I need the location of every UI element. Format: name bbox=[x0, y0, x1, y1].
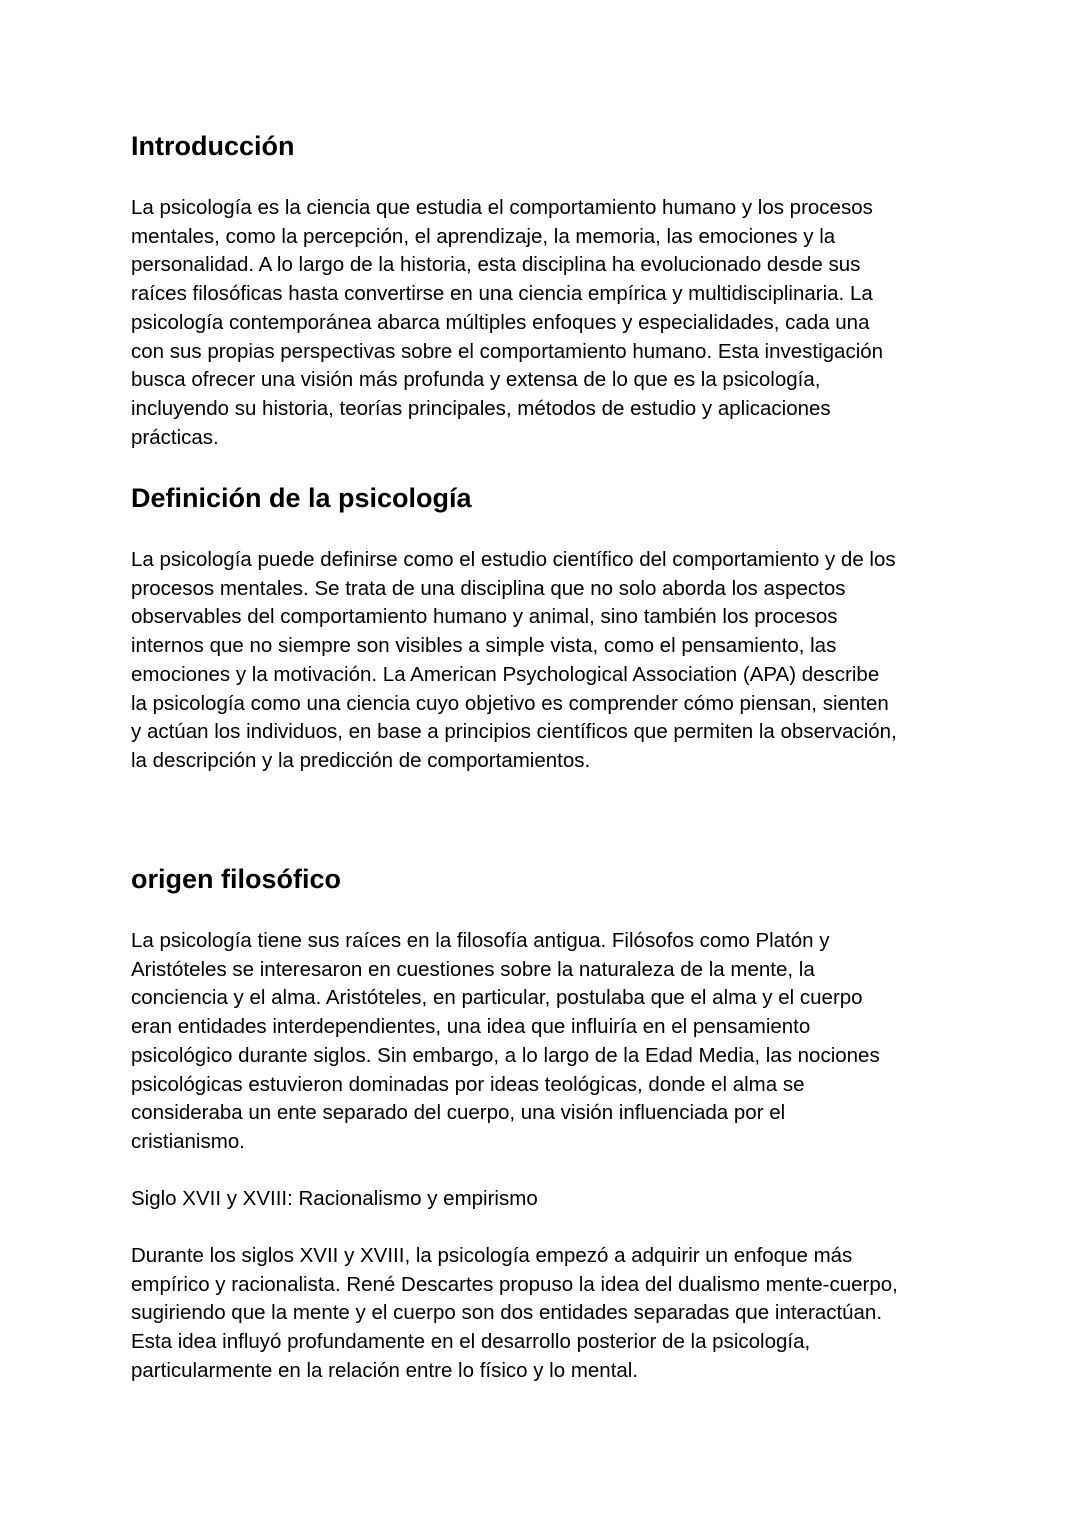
text-line: observables del comportamiento humano y animal, sino también los procesos bbox=[131, 605, 838, 629]
text-line: eran entidades interdependientes, una idea que influiría en el pensamiento bbox=[131, 1015, 811, 1039]
text-line: psicológicas estuvieron dominadas por ideas teológicas, donde el alma se bbox=[131, 1072, 805, 1096]
paragraph-racionalismo-empirismo bbox=[131, 1242, 961, 1386]
subheading-siglo-xvii-xviii bbox=[131, 1185, 961, 1214]
text-line: psicológico durante siglos. Sin embargo, a lo largo de la Edad Media, las nociones bbox=[131, 1043, 880, 1067]
text-line: procesos mentales. Se trata de una disciplina que no solo aborda los aspectos bbox=[131, 576, 846, 600]
heading-introduccion: Introducción bbox=[131, 131, 295, 161]
text-line: particularmente en la relación entre lo físico y lo mental. bbox=[131, 1358, 639, 1382]
text-line: emociones y la motivación. La American Psychological Association (APA) describe bbox=[131, 662, 880, 686]
text-line: Durante los siglos XVII y XVIII, la psicología empezó a adquirir un enfoque más bbox=[131, 1244, 853, 1267]
text-line: Esta idea influyó profundamente en el desarrollo posterior de la psicología, bbox=[131, 1330, 811, 1354]
heading-origen-filosofico: origen filosófico bbox=[131, 864, 342, 894]
paragraph-introduccion bbox=[131, 194, 961, 452]
text-line: sugiriendo que la mente y el cuerpo son dos entidades separadas que interactúan. bbox=[131, 1301, 883, 1325]
text-line: mentales, como la percepción, el aprendizaje, la memoria, las emociones y la bbox=[131, 224, 836, 248]
text-line: psicología contemporánea abarca múltiples enfoques y especialidades, cada una bbox=[131, 310, 870, 334]
paragraph-origen-filosofico bbox=[131, 927, 961, 1157]
text-line: internos que no siempre son visibles a simple vista, como el pensamiento, las bbox=[131, 634, 837, 658]
text-line: cristianismo. bbox=[131, 1129, 245, 1153]
text-line: empírico y racionalista. René Descartes propuso la idea del dualismo mente-cuerpo, bbox=[131, 1272, 898, 1296]
text-line: La psicología tiene sus raíces en la filosofía antigua. Filósofos como Platón y bbox=[131, 929, 830, 952]
heading-definicion: Definición de la psicología bbox=[131, 483, 472, 513]
text-line: consideraba un ente separado del cuerpo, una visión influenciada por el bbox=[131, 1101, 786, 1125]
text-line: busca ofrecer una visión más profunda y extensa de lo que es la psicología, bbox=[131, 368, 821, 392]
text-line: la descripción y la predicción de comportamientos. bbox=[131, 748, 591, 772]
text-line: prácticas. bbox=[131, 425, 219, 449]
text-line: personalidad. A lo largo de la historia, esta disciplina ha evolucionado desde sus bbox=[131, 253, 861, 277]
text-line: con sus propias perspectivas sobre el comportamiento humano. Esta investigación bbox=[131, 339, 884, 363]
text-line: y actúan los individuos, en base a principios científicos que permiten la observación, bbox=[131, 720, 897, 744]
text-line: Siglo XVII y XVIII: Racionalismo y empirismo bbox=[131, 1187, 538, 1210]
text-line: La psicología puede definirse como el estudio científico del comportamiento y de los bbox=[131, 548, 896, 571]
text-line: incluyendo su historia, teorías principales, métodos de estudio y aplicaciones bbox=[131, 396, 831, 420]
text-line: la psicología como una ciencia cuyo objetivo es comprender cómo piensan, sienten bbox=[131, 691, 889, 715]
paragraph-definicion bbox=[131, 546, 961, 776]
text-line: La psicología es la ciencia que estudia el comportamiento humano y los procesos bbox=[131, 196, 873, 219]
text-line: raíces filosóficas hasta convertirse en una ciencia empírica y multidisciplinaria. La bbox=[131, 282, 873, 306]
text-line: Aristóteles se interesaron en cuestiones sobre la naturaleza de la mente, la bbox=[131, 957, 815, 981]
text-line: conciencia y el alma. Aristóteles, en particular, postulaba que el alma y el cuerpo bbox=[131, 986, 863, 1010]
